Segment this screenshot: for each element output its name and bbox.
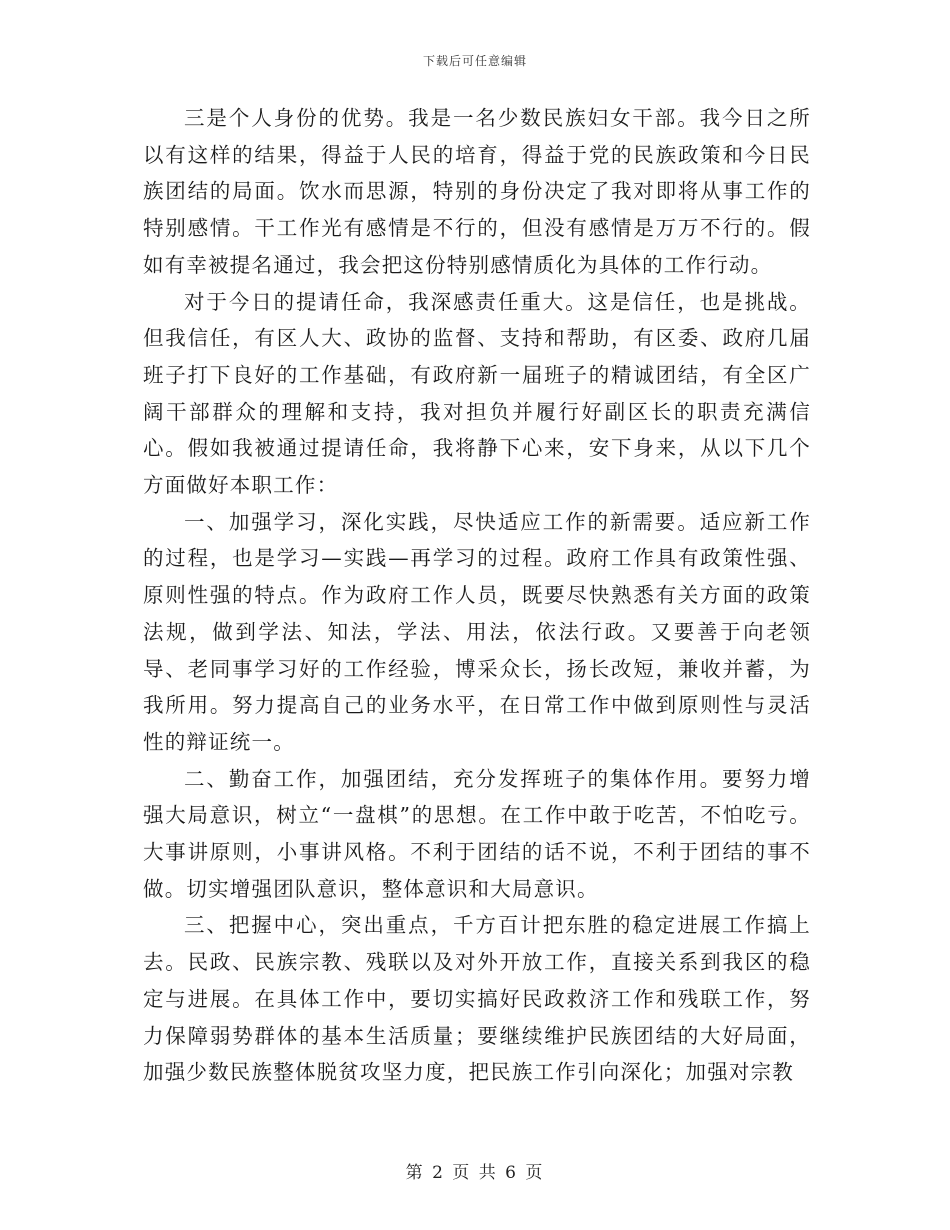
document-body: [143, 100, 811, 1091]
paragraph-point-two-unity: 二、勤奋工作，加强团结，充分发挥班子的集体作用。要努力增强大局意识，树立“一盘棋”的思想。在工作中敢于吃苦，不怕吃亏。大事讲原则，小事讲风格。不利于团结的话不说，不利于团结的事不做。切实增强团队意识，整体意识和大局意识。: [143, 766, 811, 901]
paragraph-identity-advantage: 三是个人身份的优势。我是一名少数民族妇女干部。我今日之所以有这样的结果，得益于人民的培育，得益于党的民族政策和今日民族团结的局面。饮水而思源，特别的身份决定了我对即将从事工作的特别感情。干工作光有感情是不行的，但没有感情是万万不行的。假如有幸被提名通过，我会把这份特别感情质化为具体的工作行动。: [143, 106, 811, 277]
page-number-footer: 第 2 页 共 6 页: [405, 1163, 545, 1183]
paragraph-appointment-commitment: 对于今日的提请任命，我深感责任重大。这是信任，也是挑战。但我信任，有区人大、政协的监督、支持和帮助，有区委、政府几届班子打下良好的工作基础，有政府新一届班子的精诚团结，有全区广阔干部群众的理解和支持，我对担负并履行好副区长的职责充满信心。假如我被通过提请任命，我将静下心来，安下身来，从以下几个方面做好本职工作：: [143, 289, 811, 498]
page-header: 下载后可任意编辑: [422, 54, 527, 68]
paragraph-point-three-focus: 三、把握中心，突出重点，千方百计把东胜的稳定进展工作搞上去。民政、民族宗教、残联以及对外开放工作，直接关系到我区的稳定与进展。在具体工作中，要切实搞好民政救济工作和残联工作，努力保障弱势群体的基本生活质量；要继续维护民族团结的大好局面，加强少数民族整体脱贫攻坚力度，把民族工作引向深化；加强对宗教: [143, 913, 811, 1085]
paragraph-point-one-learning: 一、加强学习，深化实践，尽快适应工作的新需要。适应新工作的过程，也是学习—实践—再学习的过程。政府工作具有政策性强、原则性强的特点。作为政府工作人员，既要尽快熟悉有关方面的政策法规，做到学法、知法，学法、用法，依法行政。又要善于向老领导、老同事学习好的工作经验，博采众长，扬长改短，兼收并蓄，为我所用。努力提高自己的业务水平，在日常工作中做到原则性与灵活性的辩证统一。: [143, 509, 811, 754]
